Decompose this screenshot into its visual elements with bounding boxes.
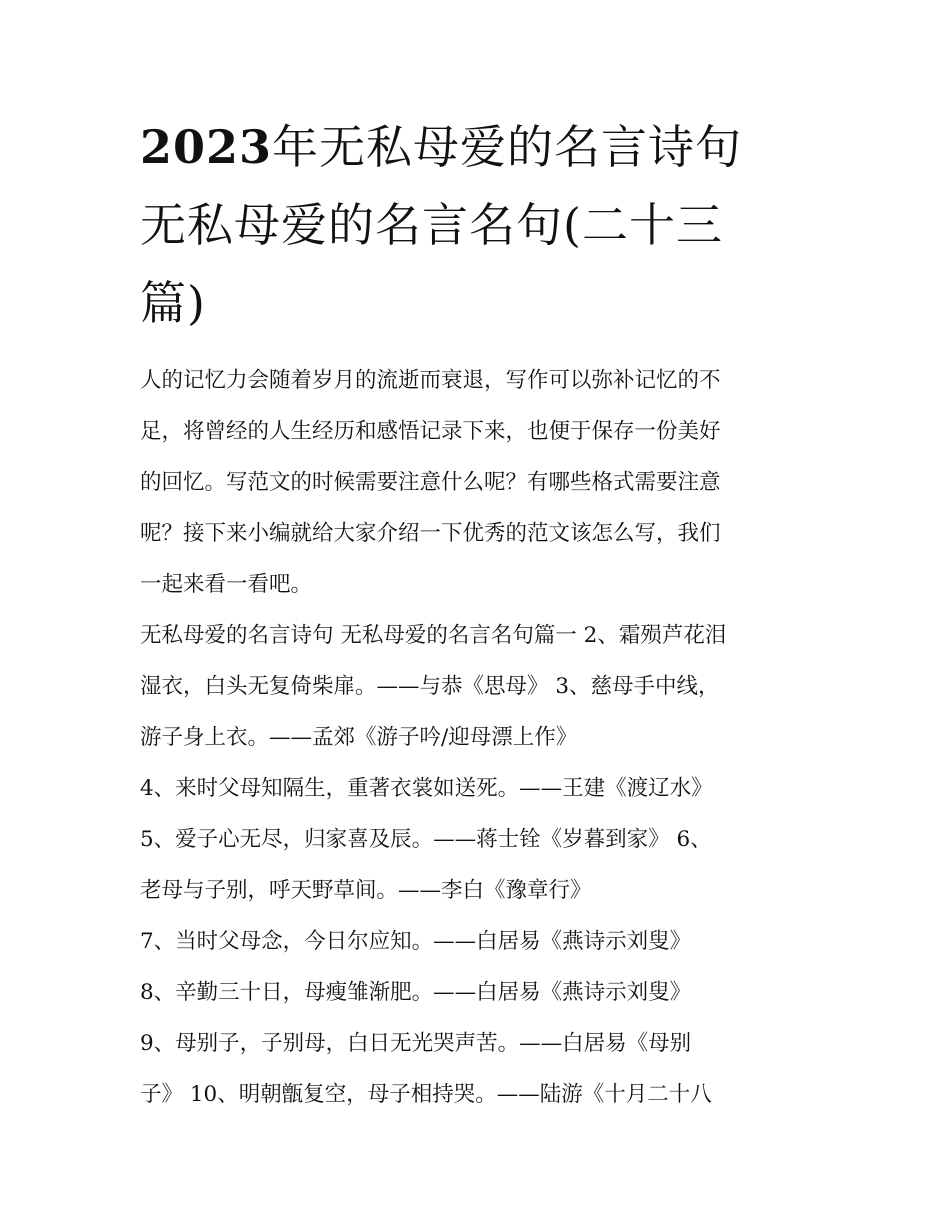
title-line-1-text: 年无私母爱的名言诗句 xyxy=(272,120,743,174)
quotes-paragraph xyxy=(140,610,820,1120)
intro-line: 的回忆。写范文的时候需要注意什么呢？有哪些格式需要注意 xyxy=(140,470,721,495)
quote-line: 4、来时父母知隔生，重著衣裳如送死。——王建《渡辽水》 xyxy=(140,776,713,801)
title-line-3: 篇) xyxy=(140,276,206,330)
quote-line: 湿衣，白头无复倚柴扉。——与恭《思母》 3、慈母手中线， xyxy=(140,674,720,699)
document-body xyxy=(140,355,820,1120)
intro-line: 一起来看一看吧。 xyxy=(140,572,313,597)
intro-line: 人的记忆力会随着岁月的流逝而衰退，写作可以弥补记忆的不 xyxy=(140,368,721,393)
intro-line: 呢？接下来小编就给大家介绍一下优秀的范文该怎么写，我们 xyxy=(140,521,721,546)
page-title xyxy=(140,108,820,342)
quote-line: 子》 10、明朝甑复空，母子相持哭。——陆游《十月二十八 xyxy=(140,1082,712,1107)
quote-line: 游子身上衣。——孟郊《游子吟/迎母漂上作》 xyxy=(140,725,578,750)
title-line-2: 无私母爱的名言名句(二十三 xyxy=(140,198,723,252)
quote-line: 老母与子别，呼天野草间。——李白《豫章行》 xyxy=(140,878,592,903)
quote-line: 9、母别子，子别母，白日无光哭声苦。——白居易《母别 xyxy=(140,1031,692,1056)
title-year: 2023 xyxy=(140,120,273,174)
quote-line: 8、辛勤三十日，母瘦雏渐肥。——白居易《燕诗示刘叟》 xyxy=(140,980,692,1005)
intro-paragraph xyxy=(140,355,820,610)
quote-line: 5、爱子心无尽，归家喜及辰。——蒋士铨《岁暮到家》 6、 xyxy=(140,827,712,852)
quote-line: 7、当时父母念，今日尔应知。——白居易《燕诗示刘叟》 xyxy=(140,929,692,954)
quote-line: 无私母爱的名言诗句 无私母爱的名言名句篇一 2、霜殒芦花泪 xyxy=(140,623,727,648)
intro-line: 足，将曾经的人生经历和感悟记录下来，也便于保存一份美好 xyxy=(140,419,721,444)
title-line-1 xyxy=(140,108,820,186)
